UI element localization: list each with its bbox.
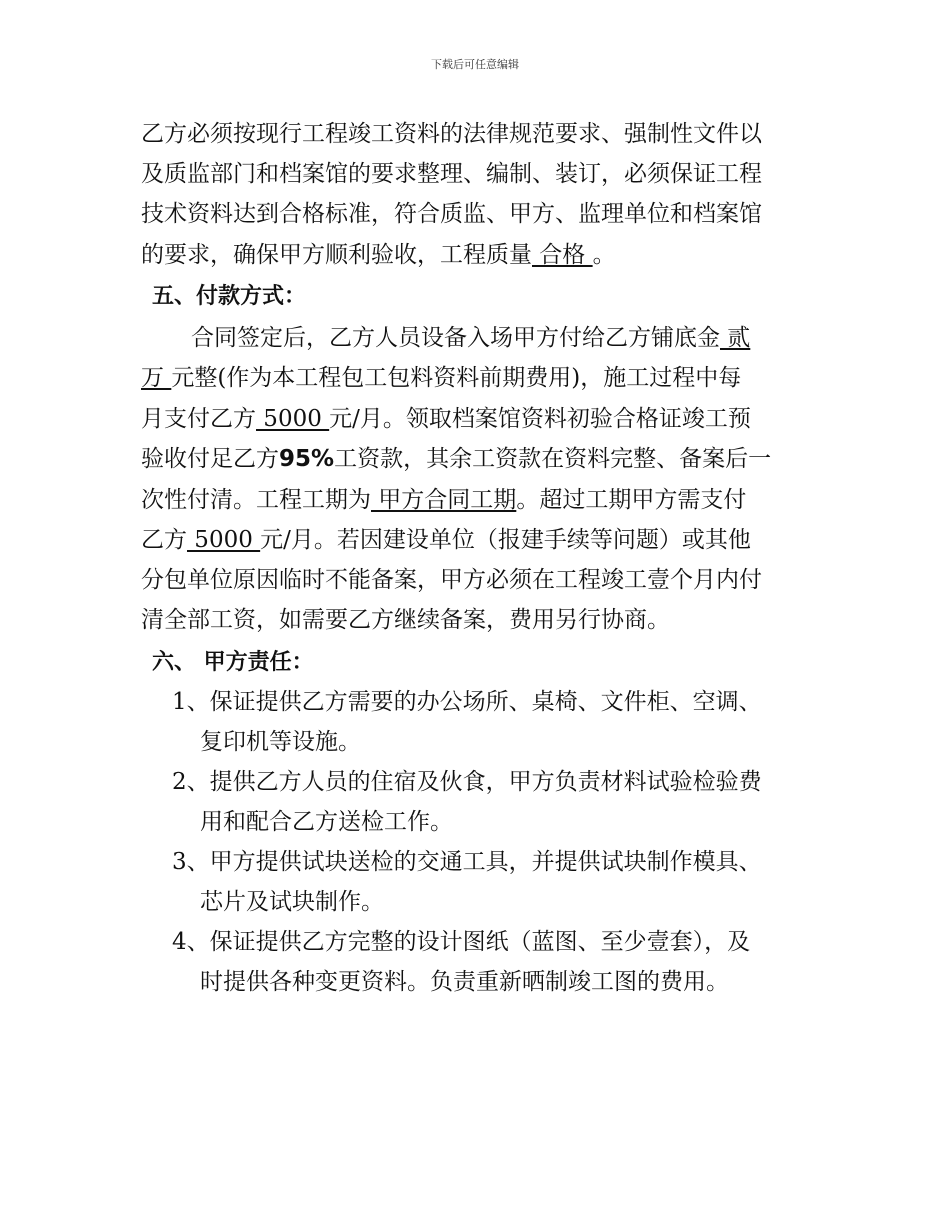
text: 次性付清。工程工期为 [141,487,371,513]
paragraph-line: 乙方必须按现行工程竣工资料的法律规范要求、强制性文件以 [141,121,762,147]
list-item: 2、提供乙方人员的住宿及伙食，甲方负责材料试验检验费 [172,769,762,795]
text: 元/月。若因建设单位（报建手续等问题）或其他 [260,527,751,553]
list-item: 1、保证提供乙方需要的办公场所、桌椅、文件柜、空调、 [172,689,762,715]
underlined-value: 甲方合同工期 [371,487,517,513]
text: 。超过工期甲方需支付 [516,487,747,513]
paragraph-line: 技术资料达到合格标准，符合质监、甲方、监理单位和档案馆 [141,201,762,227]
paragraph-line [141,525,751,555]
list-item-continuation: 时提供各种变更资料。负责重新晒制竣工图的费用。 [200,969,729,995]
text: 工资款，其余工资款在资料完整、备案后一 [334,446,772,472]
text: 元整(作为本工程包工包料资料前期费用)，施工过程中每 [171,365,742,391]
text: 月支付乙方 [141,406,256,432]
section-title: 五、付款方式： [152,284,307,309]
list-item: 3、甲方提供试块送检的交通工具，并提供试块制作模具、 [172,849,762,875]
list-item-continuation: 芯片及试块制作。 [200,889,384,915]
underlined-value: 5000 [187,527,261,553]
text: 验收付足乙方 [141,446,279,472]
paragraph-line [141,485,746,515]
paragraph-line: 清全部工资，如需要乙方继续备案，费用另行协商。 [141,607,670,633]
underlined-value: 5000 [256,406,330,432]
paragraph-line: 分包单位原因临时不能备案，甲方必须在工程竣工壹个月内付 [141,567,762,593]
underlined-value: 万 [141,365,172,391]
list-item-continuation: 用和配合乙方送检工作。 [200,809,453,835]
section-title: 六、 甲方责任： [152,650,314,675]
paragraph-line [141,363,741,393]
text: 乙方 [141,527,187,553]
text: 。 [592,242,616,268]
paragraph-line [141,240,616,270]
underlined-value: 贰 [720,325,751,351]
paragraph-line [141,444,771,474]
paragraph-line [141,404,751,434]
list-item: 4、保证提供乙方完整的设计图纸（蓝图、至少壹套），及 [172,929,751,955]
percentage-value: 95% [279,446,335,472]
underlined-value: 合格 [532,242,593,268]
paragraph-line: 及质监部门和档案馆的要求整理、编制、装订，必须保证工程 [141,161,762,187]
paragraph-line [191,323,750,353]
page-header: 下载后可任意编辑 [431,58,519,71]
list-item-continuation: 复印机等设施。 [200,729,361,755]
text: 的要求，确保甲方顺利验收，工程质量 [141,242,532,268]
text: 合同签定后，乙方人员设备入场甲方付给乙方铺底金 [191,325,720,351]
text: 元/月。领取档案馆资料初验合格证竣工预 [329,406,751,432]
